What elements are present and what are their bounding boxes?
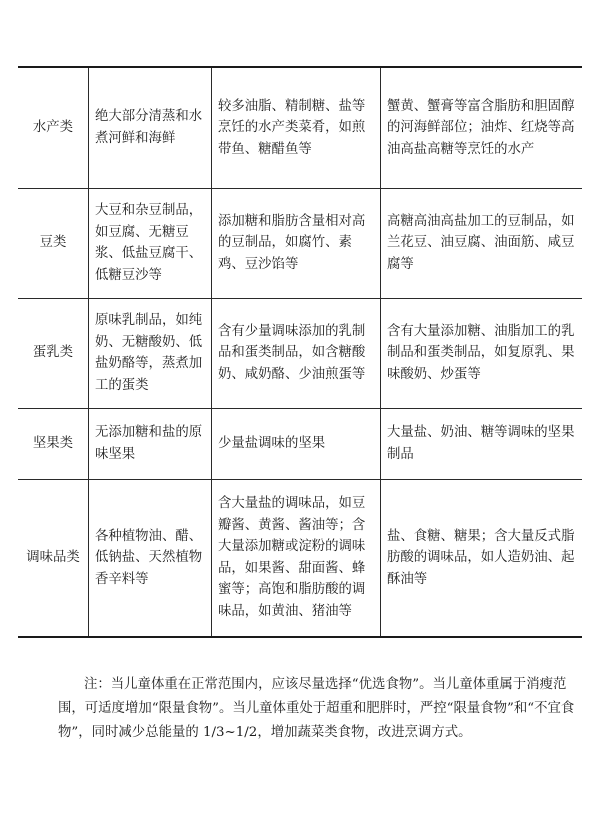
limited-food-cell: 添加糖和脂肪含量相对高的豆制品，如腐竹、素鸡、豆沙馅等: [212, 188, 381, 298]
unsuitable-food-cell: 蟹黄、蟹膏等富含脂肪和胆固醇的河海鲜部位；油炸、红烧等高油高盐高糖等烹饪的水产: [381, 67, 583, 188]
unsuitable-food-cell: 含有大量添加糖、油脂加工的乳制品和蛋类制品，如复原乳、果味酸奶、炒蛋等: [381, 298, 583, 408]
category-cell: 蛋乳类: [32, 345, 74, 361]
unsuitable-food-cell: 高糖高油高盐加工的豆制品，如兰花豆、油豆腐、油面筋、咸豆腐等: [381, 188, 583, 298]
limited-food-cell: 含有少量调味添加的乳制品和蛋类制品，如含糖酸奶、咸奶酪、少油煎蛋等: [212, 298, 381, 408]
recommended-food-cell: 绝大部分清蒸和水煮河鲜和海鲜: [89, 67, 212, 188]
unsuitable-food-cell: 大量盐、奶油、糖等调味的坚果制品: [381, 408, 583, 479]
table-row: [18, 479, 582, 637]
recommended-food-cell: 原味乳制品，如纯奶、无糖酸奶、低盐奶酪等，蒸煮加工的蛋类: [89, 298, 212, 408]
category-cell: 豆类: [39, 235, 67, 251]
limited-food-cell: 较多油脂、精制糖、盐等烹饪的水产类菜肴，如煎带鱼、糖醋鱼等: [212, 67, 381, 188]
recommended-food-cell: 大豆和杂豆制品，如豆腐、无糖豆浆、低盐豆腐干、低糖豆沙等: [89, 188, 212, 298]
limited-food-cell: 少量盐调味的坚果: [212, 408, 381, 479]
unsuitable-food-cell: 盐、食糖、糖果；含大量反式脂肪酸的调味品，如人造奶油、起酥油等: [381, 479, 583, 637]
limited-food-cell: 含大量盐的调味品，如豆瓣酱、黄酱、酱油等；含大量添加糖或淀粉的调味品，如果酱、甜面酱、蜂蜜等；高饱和脂肪酸的调味品，如黄油、猪油等: [212, 479, 381, 637]
table-row: [18, 298, 582, 408]
table-row: [18, 188, 582, 298]
recommended-food-cell: 无添加糖和盐的原味坚果: [89, 408, 212, 479]
recommended-food-cell: 各种植物油、醋、低钠盐、天然植物香辛料等: [89, 479, 212, 637]
category-cell: 水产类: [32, 120, 74, 135]
table-row: [18, 67, 582, 188]
food-category-table: [18, 66, 582, 638]
category-cell: 调味品类: [26, 550, 80, 565]
table-note: 注：当儿童体重在正常范围内，应该尽量选择“优选食物”。当儿童体重属于消瘦范围，可适度增加“限量食物”。当儿童体重处于超重和肥胖时，严控“限量食物”和“不宜食物”，同时减少总能量的 1/3~1/2，增加蔬菜类食物，改进烹调方式。: [58, 677, 575, 741]
table-row: [18, 408, 582, 479]
document-page: [18, 0, 582, 839]
category-cell: 坚果类: [32, 435, 74, 451]
